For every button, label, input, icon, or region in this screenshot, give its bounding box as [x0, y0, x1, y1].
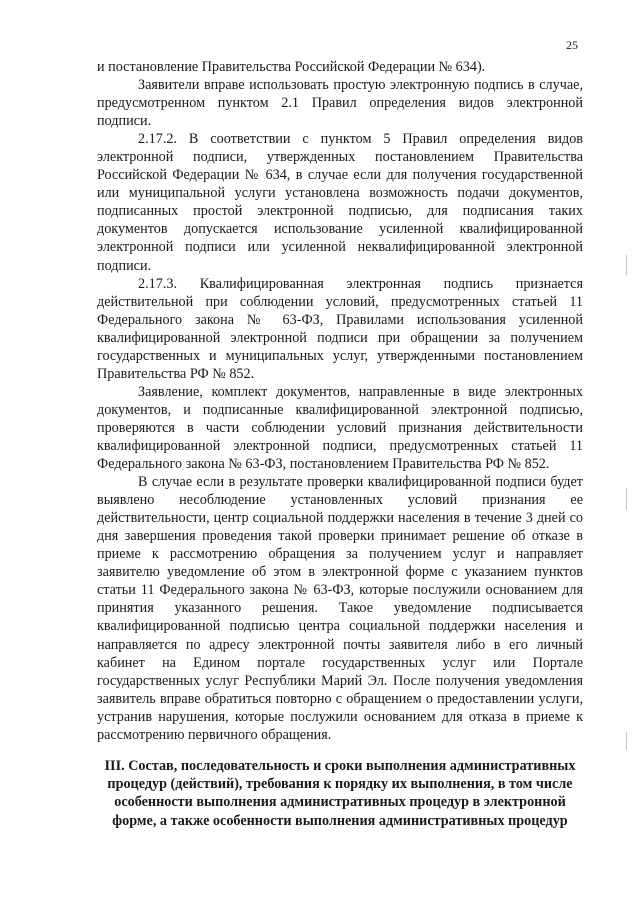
section-heading: III. Состав, последовательность и сроки выполнения административных процедур (действий), требования к порядку их выполнения, в том числе особенности выполнения административных процедур в электронной форме, а также особенности выполнения административных процедур [104, 758, 576, 829]
margin-mark [626, 255, 627, 275]
paragraph-simple-signature: Заявители вправе использовать простую электронную подпись в случае, предусмотренном пунктом 2.1 Правил определения видов электронной подписи. [97, 77, 583, 130]
paragraph-rejection: В случае если в результате проверки квалифицированной подписи будет выявлено несоблюдение установленных условий признания ее действительности, центр социальной поддержки населения в течение 3 дней со дня завершения проведения такой проверки принимает решение об отказе в приеме к рассмотрению обращения за получением услуг и направляет заявителю уведомление об этом в электронной форме с указанием пунктов статьи 11 Федерального закона № 63-ФЗ, которые послужили основанием для принятия указанного решения. Такое уведомление подписывается квалифицированной подписью центра социальной поддержки населения и направляется по адресу электронной почты заявителя либо в его личный кабинет на Едином портале государственных услуг или Портале государственных услуг Республики Марий Эл. После получения уведомления заявитель вправе обратиться повторно с обращением о предоставлении услуги, устранив нарушения, которые послужили основанием для отказа в приеме к рассмотрению первичного обращения. [97, 474, 583, 743]
page-number: 25 [566, 38, 578, 52]
margin-mark [626, 488, 627, 510]
margin-mark [626, 732, 627, 750]
document-body [97, 58, 583, 744]
paragraph-2-17-2: 2.17.2. В соответствии с пунктом 5 Правил определения видов электронной подписи, утвержденных постановлением Правительства Российской Федерации № 634, в случае если для получения государственной или муниципальной услуги установлена возможность подачи документов, подписанных простой электронной подписью, для подписания таких документов допускается использование усиленной квалифицированной электронной подписи или усиленной неквалифицированной электронной подписи. [97, 131, 583, 274]
paragraph-continuation: и постановление Правительства Российской Федерации № 634). [97, 59, 486, 75]
paragraph-verification: Заявление, комплект документов, направленные в виде электронных документов, и подписанные квалифицированной электронной подписью, проверяются в части соблюдении условий признания действительности квалифицированной электронной подписи, предусмотренных статьей 11 Федерального закона № 63-ФЗ, постановлением Правительства РФ № 852. [97, 383, 583, 473]
paragraph-2-17-3: 2.17.3. Квалифицированная электронная подпись признается действительной при соблюдении условий, предусмотренных статьей 11 Федерального закона № 63-ФЗ, Правилами использования усиленной квалифицированной электронной подписи при обращении за получением государственных и муниципальных услуг, утвержденными постановлением Правительства РФ № 852. [97, 275, 583, 382]
